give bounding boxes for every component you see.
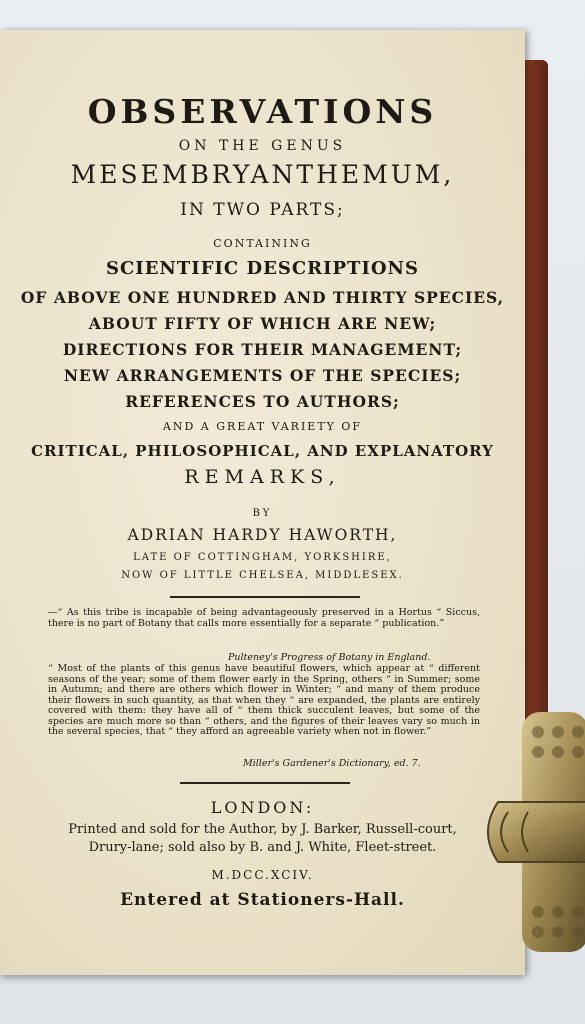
contents-line-3: ABOUT FIFTY OF WHICH ARE NEW;	[88, 314, 437, 333]
subtitle-genus: ON THE GENUS	[178, 138, 347, 154]
epigraph-citation-1: Pulteney's Progress of Botany in England.	[228, 652, 431, 663]
epigraph-quote-1: —“ As this tribe is incapable of being advantageously preserved in a Hortus “ Siccus, there is no part of Botany that calls more essentially for a separate “ publication.”	[48, 607, 480, 629]
imprint-year: M.DCC.XCIV.	[211, 868, 314, 882]
and-great-variety-line: AND A GREAT VARIETY OF	[162, 420, 363, 433]
containing-line: CONTAINING	[213, 237, 312, 250]
by-line: BY	[252, 508, 273, 519]
divider-rule	[170, 596, 360, 598]
contents-line-4: DIRECTIONS FOR THEIR MANAGEMENT;	[62, 340, 463, 359]
contents-line-7: CRITICAL, PHILOSOPHICAL, AND EXPLANATORY	[31, 442, 494, 460]
author-now-of: NOW OF LITTLE CHELSEA, MIDDLESEX.	[121, 570, 404, 581]
author-name: ADRIAN HARDY HAWORTH,	[127, 526, 398, 544]
imprint-city: LONDON:	[210, 798, 315, 817]
imprint-seller-line: Drury-lane; sold also by B. and J. White, Fleet-street.	[88, 840, 437, 855]
brass-clasp	[478, 712, 585, 952]
contents-line-5: NEW ARRANGEMENTS OF THE SPECIES;	[63, 366, 462, 385]
author-late-of: LATE OF COTTINGHAM, YORKSHIRE,	[133, 552, 392, 563]
imprint-printer-line: Printed and sold for the Author, by J. Barker, Russell-court,	[68, 822, 457, 837]
genus-name: MESEMBRYANTHEMUM,	[70, 160, 455, 189]
divider-rule	[180, 782, 350, 784]
stationers-hall-stamp: Entered at Stationers-Hall.	[120, 890, 405, 910]
contents-line-2: OF ABOVE ONE HUNDRED AND THIRTY SPECIES,	[20, 288, 505, 307]
parts-line: IN TWO PARTS;	[180, 200, 345, 220]
title-page	[0, 30, 525, 975]
title-main: OBSERVATIONS	[87, 92, 438, 131]
remarks-line: REMARKS,	[184, 466, 341, 488]
contents-line-1: SCIENTIFIC DESCRIPTIONS	[105, 258, 420, 279]
contents-line-6: REFERENCES TO AUTHORS;	[125, 392, 400, 411]
epigraph-citation-2: Miller's Gardener's Dictionary, ed. 7.	[243, 758, 421, 769]
epigraph-quote-2: “ Most of the plants of this genus have beautiful flowers, which appear at “ different seasons of the year; some of them flower early in the Spring, others “ in Summer; some in Autumn; and there are others which flower in Winter; “ and many of them produce their flowers in such quantity, as that when they “ are expanded, the plants are entirely covered with them: they have all of “ them thick succulent leaves, but some of the species are much more so than “ others, and the figures of their leaves vary so much in the several species, that “ they afford an agreeable variety when not in flower.”	[48, 663, 480, 737]
